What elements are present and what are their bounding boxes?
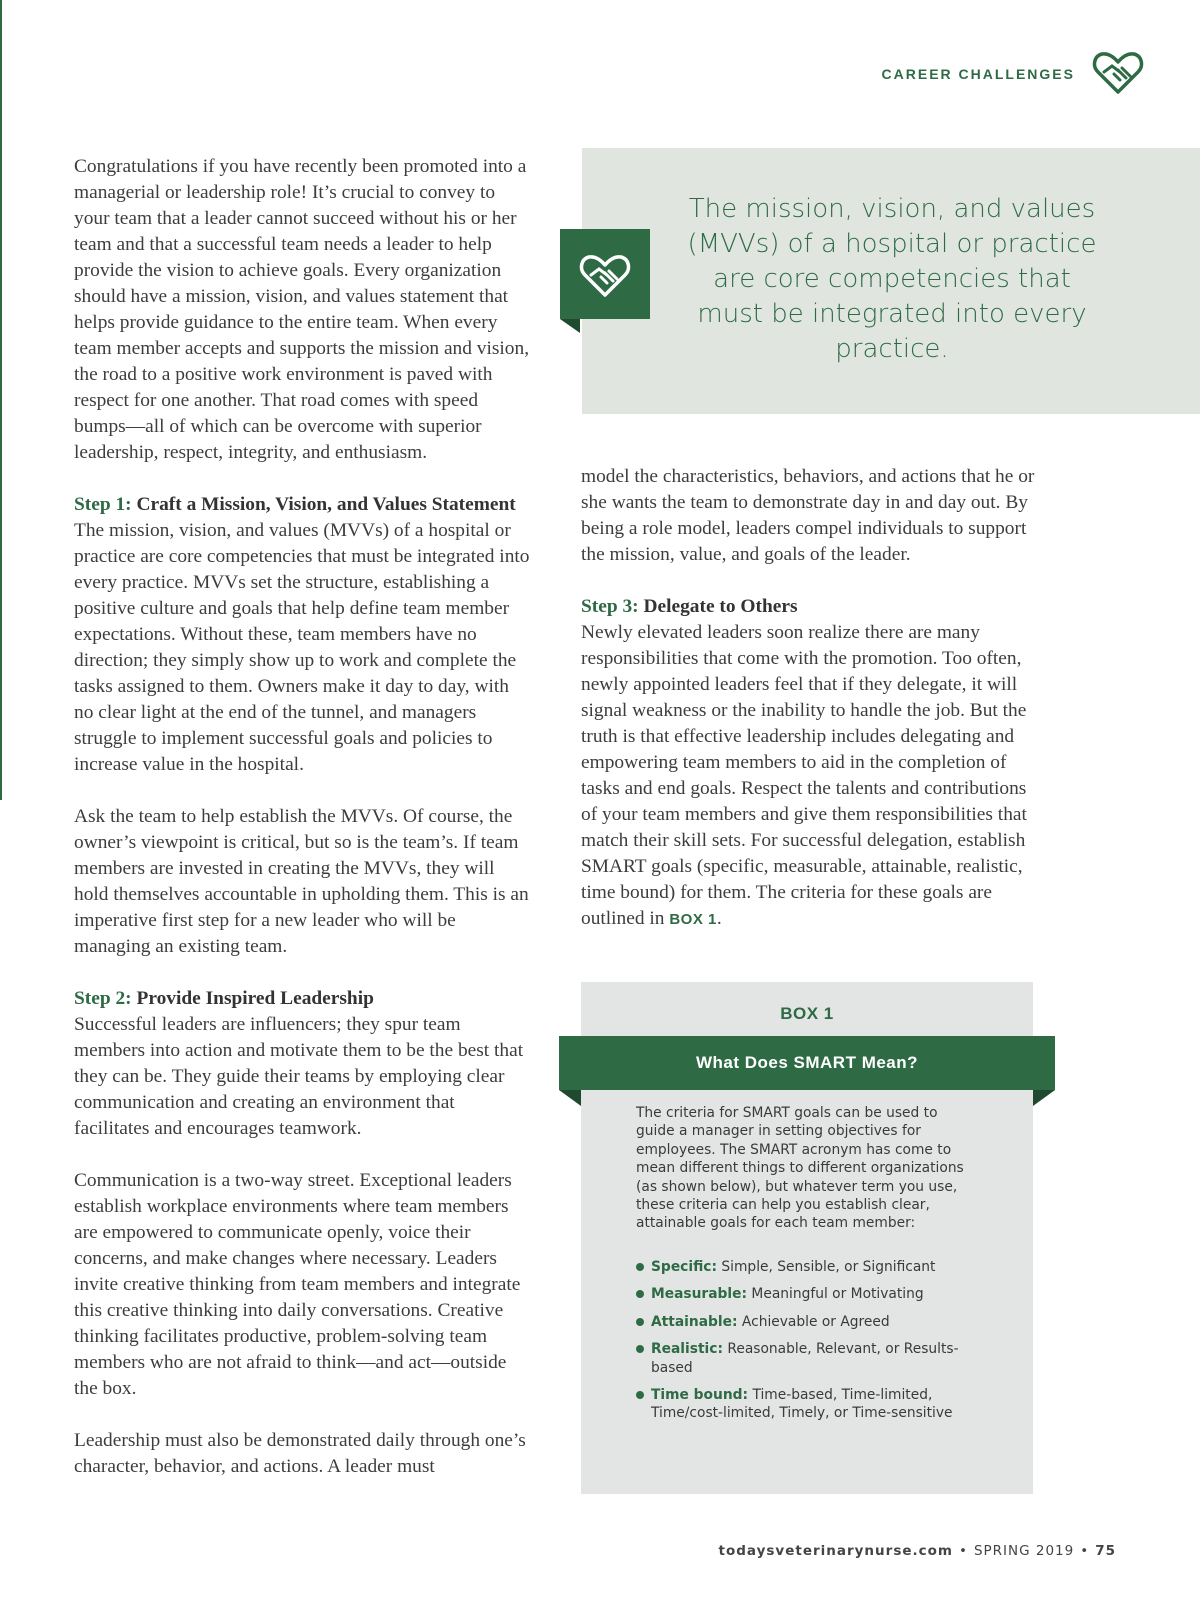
step3-heading bbox=[581, 594, 1041, 620]
step3-end: . bbox=[716, 908, 722, 929]
page-number: 75 bbox=[1095, 1543, 1116, 1559]
page-edge-rule bbox=[0, 0, 2, 800]
criteria-description: Time-based, Time-limited, Time/cost-limited, Timely, or Time-sensitive bbox=[651, 1387, 953, 1422]
criteria-term: Realistic: bbox=[651, 1341, 723, 1358]
criteria-term: Measurable: bbox=[651, 1286, 748, 1303]
step2-paragraph-1: Successful leaders are influencers; they spur team members into action and motivate them to be the best that they can be. They guide their teams by employing clear communication and creating an environment that facilitates and encourages teamwork. bbox=[74, 1014, 524, 1139]
banner-fold-right bbox=[1033, 1090, 1055, 1106]
step1-label: Step 1: bbox=[74, 494, 132, 515]
step3-title: Delegate to Others bbox=[643, 596, 798, 617]
bullet-icon bbox=[636, 1318, 644, 1326]
banner-fold-left bbox=[559, 1090, 581, 1106]
footer-separator: • bbox=[1080, 1543, 1090, 1559]
step2-heading bbox=[74, 986, 530, 1012]
bullet-icon bbox=[636, 1263, 644, 1271]
list-item bbox=[636, 1258, 986, 1276]
step1-title: Craft a Mission, Vision, and Values Statement bbox=[136, 494, 516, 515]
step2-paragraph-3: Leadership must also be demonstrated daily through one’s character, behavior, and actions. A leader must bbox=[74, 1430, 526, 1477]
heart-handshake-icon bbox=[1090, 50, 1146, 96]
left-column bbox=[74, 154, 530, 1506]
pull-quote-badge bbox=[560, 229, 650, 319]
step1-paragraph-2: Ask the team to help establish the MVVs. Of course, the owner’s viewpoint is critical, but so is the team’s. If team members are invested in creating the MVVs, they will hold themselves accountable in upholding them. This is an imperative first step for a new leader who will be managing an existing team. bbox=[74, 806, 529, 957]
bullet-icon bbox=[636, 1345, 644, 1353]
step3-text: Newly elevated leaders soon realize there are many responsibilities that come with the promotion. Too often, newly appointed leaders feel that if they delegate, it will signal weakness or the inability to handle the job. But the truth is that effective leadership includes delegating and empowering team members to aid in the completion of tasks and end goals. Respect the talents and contributions of your team members and give them responsibilities that match their skill sets. For successful delegation, establish SMART goals (specific, measurable, attainable, realistic, time bound) for them. The criteria for these goals are outlined in bbox=[581, 622, 1027, 929]
intro-paragraph: Congratulations if you have recently been promoted into a managerial or leadership role! It’s crucial to convey to your team that a leader cannot succeed without his or her team and that a successful team needs a leader to help provide the vision to achieve goals. Every organization should have a mission, vision, and values statement that helps provide guidance to the entire team. When every team member accepts and supports the mission and vision, the road to a positive work environment is paved with respect for one another. That road comes with speed bumps—all of which can be overcome with superior leadership, respect, integrity, and enthusiasm. bbox=[74, 156, 530, 463]
step3-label: Step 3: bbox=[581, 596, 639, 617]
right-column bbox=[581, 464, 1041, 959]
pull-quote-badge-fold bbox=[560, 319, 580, 333]
pull-quote-box bbox=[582, 148, 1200, 414]
criteria-term: Time bound: bbox=[651, 1387, 749, 1404]
footer-issue: SPRING 2019 bbox=[973, 1543, 1075, 1559]
bullet-icon bbox=[636, 1391, 644, 1399]
step2-paragraph-2: Communication is a two-way street. Exceptional leaders establish workplace environments where team members are empowered to communicate openly, voice their concerns, and make changes where necessary. Leaders invite creative thinking from team members and integrate this creative thinking into daily conversations. Creative thinking facilitates productive, problem-solving team members who are not afraid to think—and act—outside the box. bbox=[74, 1170, 521, 1399]
box-title-banner: What Does SMART Mean? bbox=[559, 1036, 1055, 1090]
criteria-term: Attainable: bbox=[651, 1313, 738, 1330]
list-item bbox=[636, 1340, 986, 1377]
box-intro-text: The criteria for SMART goals can be used to guide a manager in setting objectives for employees. The SMART acronym has come to mean different things to different organizations (as shown below), but whatever term you use, these criteria can help you establish clear, attainable goals for each team member: bbox=[636, 1105, 964, 1232]
criteria-description: Meaningful or Motivating bbox=[751, 1286, 924, 1303]
criteria-term: Specific: bbox=[651, 1259, 718, 1275]
page-footer bbox=[718, 1543, 1116, 1559]
step1-heading bbox=[74, 492, 530, 518]
pull-quote-text: The mission, vision, and values (MVVs) of a hospital or practice are core competencies that must be integrated into every practice. bbox=[687, 194, 1097, 364]
list-item bbox=[636, 1313, 986, 1331]
step3-paragraph-1 bbox=[581, 620, 1041, 933]
footer-site: todaysveterinarynurse.com bbox=[718, 1543, 953, 1559]
step2-paragraph-3-continued: model the characteristics, behaviors, and actions that he or she wants the team to demonstrate day in and day out. By being a role model, leaders compel individuals to support the mission, value, and goals of the leader. bbox=[581, 466, 1035, 565]
criteria-description: Reasonable, Relevant, or Results-based bbox=[651, 1341, 959, 1376]
step2-title: Provide Inspired Leadership bbox=[136, 988, 374, 1009]
heart-handshake-icon bbox=[560, 229, 650, 319]
box1-reference: BOX 1 bbox=[669, 911, 717, 928]
footer-separator: • bbox=[958, 1543, 968, 1559]
criteria-description: Achievable or Agreed bbox=[741, 1313, 890, 1330]
step1-paragraph-1: The mission, vision, and values (MVVs) of a hospital or practice are core competencies that must be integrated into every practice. MVVs set the structure, establishing a positive culture and goals that help define team member expectations. Without these, team members have no direction; they simply show up to work and complete the tasks assigned to them. Owners make it day to day, with no clear light at the end of the tunnel, and managers struggle to implement successful goals and policies to increase value in the hospital. bbox=[74, 520, 530, 775]
section-label: CAREER CHALLENGES bbox=[881, 66, 1075, 82]
bullet-icon bbox=[636, 1290, 644, 1298]
criteria-description: Simple, Sensible, or Significant bbox=[721, 1259, 936, 1275]
step2-label: Step 2: bbox=[74, 988, 132, 1009]
list-item bbox=[636, 1386, 986, 1423]
list-item bbox=[636, 1285, 986, 1303]
smart-criteria-list bbox=[636, 1258, 986, 1432]
box-label: BOX 1 bbox=[780, 1004, 834, 1023]
